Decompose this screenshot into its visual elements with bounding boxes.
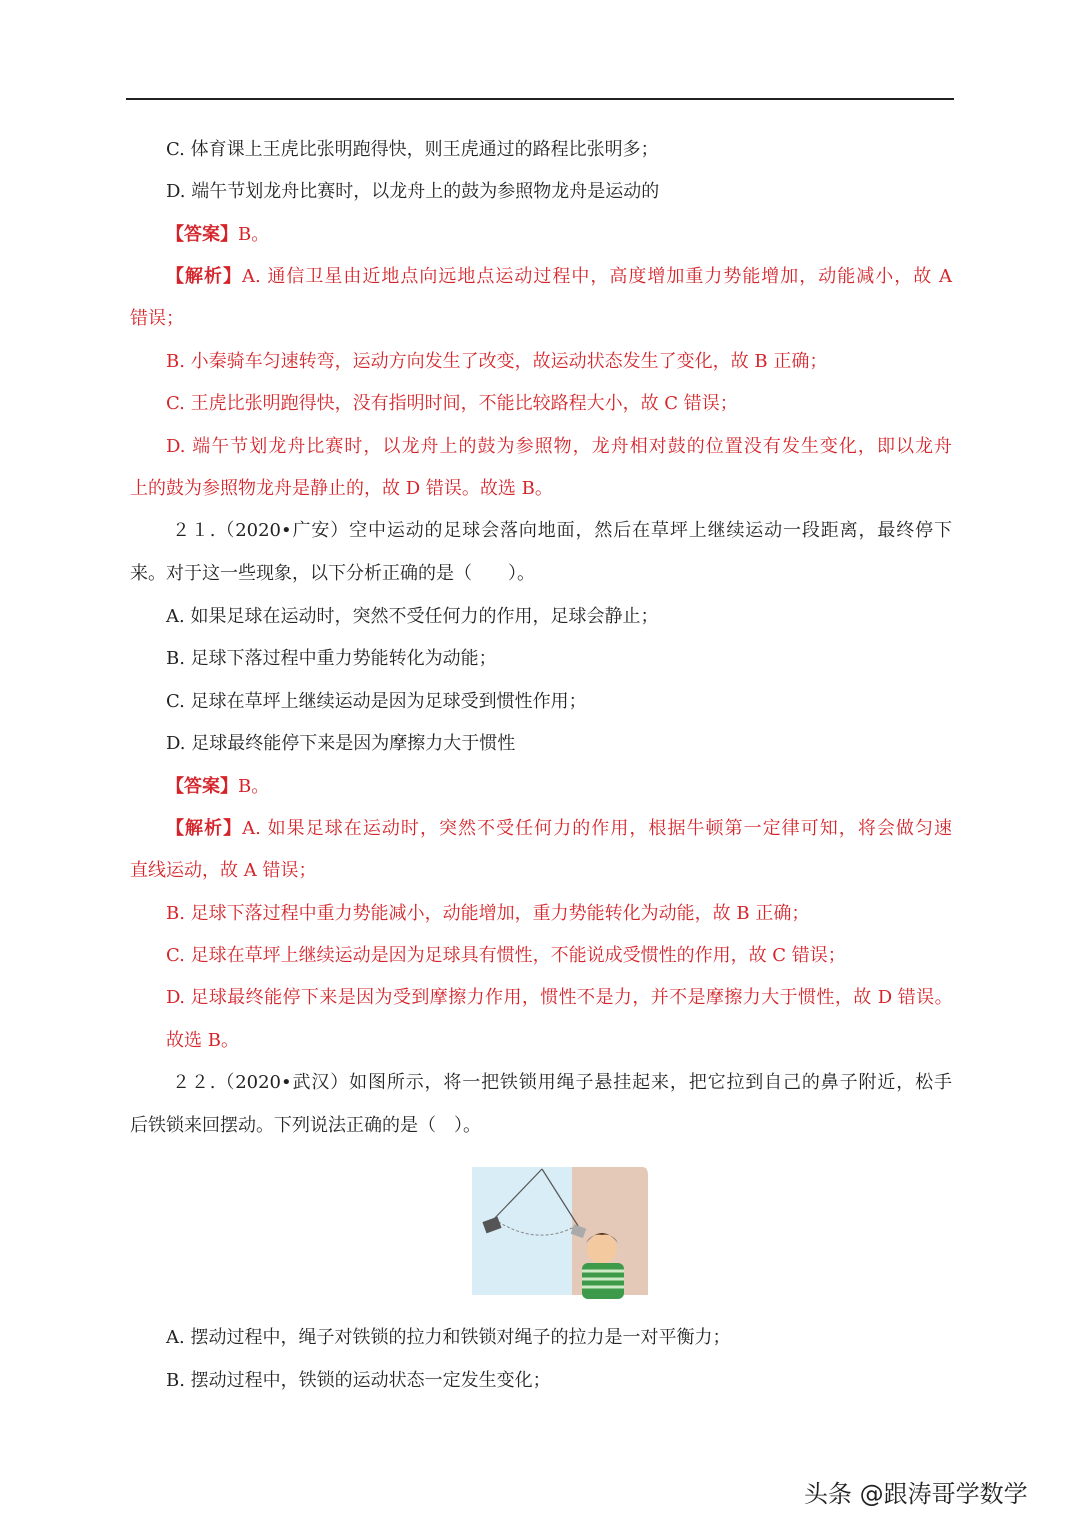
line-text: ２１.（2020•广安）空中运动的足球会落向地面，然后在草坪上继续运动一段距离，最终停下 — [172, 520, 952, 541]
question-22-cont — [130, 1113, 481, 1139]
analysis-label: 【解析】 — [166, 818, 243, 839]
analysis-q21-d — [166, 985, 952, 1011]
line-text: C. 体育课上王虎比张明跑得快，则王虎通过的路程比张明多； — [166, 139, 659, 160]
analysis-line — [130, 306, 184, 332]
answer-value: B。 — [238, 776, 270, 797]
question-21-cont — [130, 561, 535, 587]
answer-label: 【答案】 — [166, 224, 238, 245]
option-c-q21 — [166, 689, 587, 715]
line-text: A. 如果足球在运动时，突然不受任何力的作用，根据牛顿第一定律可知，将会做匀速 — [242, 818, 952, 839]
analysis-q20-a — [166, 264, 952, 290]
analysis-line — [130, 476, 553, 502]
line-text: 来。对于这一些现象，以下分析正确的是（ ）。 — [130, 563, 535, 584]
line-text: D. 足球最终能停下来是因为受到摩擦力作用，惯性不是力，并不是摩擦力大于惯性，故 D 错误。 — [166, 987, 952, 1008]
analysis-q20-b — [166, 349, 827, 375]
line-text: 后铁锁来回摆动。下列说法正确的是（ ）。 — [130, 1115, 481, 1136]
question-21 — [172, 518, 952, 544]
line-text: B. 足球下落过程中重力势能减小，动能增加，重力势能转化为动能，故 B 正确； — [166, 903, 810, 924]
line-text: ２２.（2020•武汉）如图所示，将一把铁锁用绳子悬挂起来，把它拉到自己的鼻子附近，松手 — [172, 1072, 952, 1093]
line-text: A. 摆动过程中，绳子对铁锁的拉力和铁锁对绳子的拉力是一对平衡力； — [166, 1327, 731, 1348]
answer-value: B。 — [238, 224, 270, 245]
line-text: C. 足球在草坪上继续运动是因为足球受到惯性作用； — [166, 691, 587, 712]
option-b-q22 — [166, 1368, 551, 1394]
analysis-q20-c — [166, 391, 738, 417]
option-a-q22 — [166, 1325, 730, 1351]
line-text: B. 足球下落过程中重力势能转化为动能； — [166, 648, 497, 669]
question-22 — [172, 1070, 952, 1096]
analysis-q21-a — [166, 816, 952, 842]
answer-q21 — [166, 774, 269, 800]
line-text: C. 足球在草坪上继续运动是因为足球具有惯性，不能说成受惯性的作用，故 C 错误； — [166, 945, 846, 966]
pendulum-lock-illustration — [462, 1163, 650, 1301]
answer-q20 — [166, 222, 269, 248]
line-text: 上的鼓为参照物龙舟是静止的，故 D 错误。故选 B。 — [130, 478, 553, 499]
boy-shirt — [582, 1263, 624, 1299]
option-a-q21 — [166, 604, 658, 630]
option-d-q21 — [166, 731, 515, 757]
line-text: D. 足球最终能停下来是因为摩擦力大于惯性 — [166, 733, 516, 754]
line-text: 错误； — [130, 308, 184, 329]
line-text: 故选 B。 — [166, 1030, 239, 1051]
analysis-q21-b — [166, 901, 809, 927]
line-text: A. 如果足球在运动时，突然不受任何力的作用，足球会静止； — [166, 606, 659, 627]
answer-label: 【答案】 — [166, 776, 238, 797]
boy-head — [587, 1234, 617, 1264]
line-text: B. 摆动过程中，铁锁的运动状态一定发生变化； — [166, 1370, 551, 1391]
analysis-q21-c — [166, 943, 846, 969]
line-text: B. 小秦骑车匀速转弯，运动方向发生了改变，故运动状态发生了变化，故 B 正确； — [166, 351, 828, 372]
watermark: 头条 @跟涛哥学数学 — [804, 1480, 1028, 1508]
line-text: 直线运动，故 A 错误； — [130, 860, 317, 881]
option-c-q20 — [166, 137, 659, 163]
analysis-label: 【解析】 — [166, 266, 242, 287]
analysis-conclusion — [166, 1028, 239, 1054]
line-text: A. 通信卫星由近地点向远地点运动过程中，高度增加重力势能增加，动能减小，故 A — [241, 266, 952, 287]
line-text: D. 端午节划龙舟比赛时，以龙舟上的鼓为参照物龙舟是运动的 — [166, 181, 660, 202]
line-text: D. 端午节划龙舟比赛时，以龙舟上的鼓为参照物，龙舟相对鼓的位置没有发生变化，即以龙舟 — [166, 436, 952, 457]
option-d-q20 — [166, 179, 659, 205]
option-b-q21 — [166, 646, 497, 672]
line-text: C. 王虎比张明跑得快，没有指明时间，不能比较路程大小，故 C 错误； — [166, 393, 738, 414]
analysis-line — [130, 858, 316, 884]
header-rule — [126, 98, 954, 100]
analysis-q20-d — [166, 434, 952, 460]
